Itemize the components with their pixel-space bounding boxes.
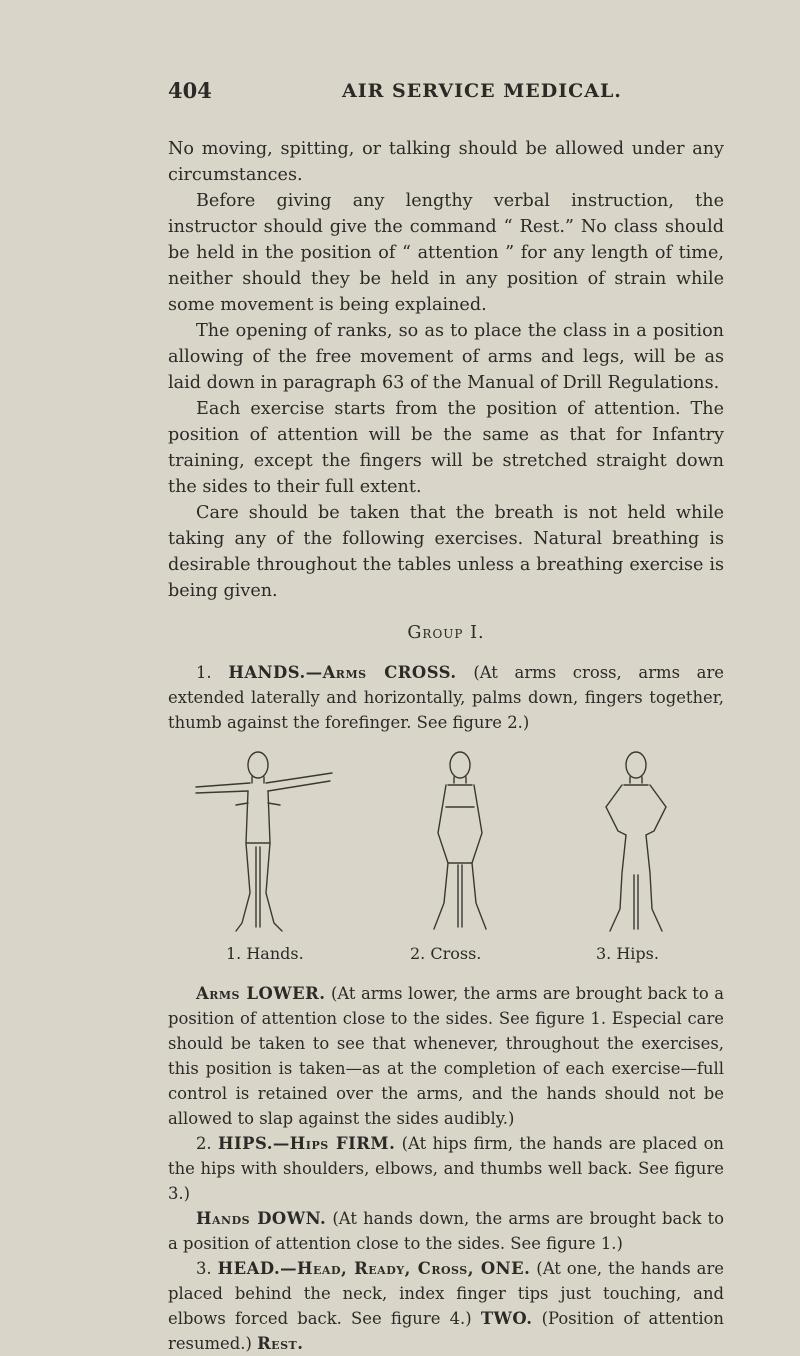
exercise-3-text: (At one, the hands are placed behind the neck, index finger tips just touching, and elbows forced back. See figure 4.)	[168, 1259, 724, 1328]
exercise-3-command-two: TWO.	[480, 1309, 533, 1328]
figure-hips	[566, 743, 706, 963]
exercise-1-number: 1.	[196, 663, 229, 682]
exercise-1-command: HANDS.—Arms CROSS.	[228, 663, 457, 682]
figure-hands-caption: 1. Hands.	[226, 944, 304, 963]
figure-hands	[192, 743, 362, 963]
exercise-3-paragraph	[168, 1256, 724, 1356]
intro-paragraph-4: Each exercise starts from the position of attention. The position of attention will be the same as that for Infantry training, except the fingers will be stretched straight down the sides to their full extent.	[168, 399, 724, 497]
exercise-2-command: HIPS.—Hips FIRM.	[217, 1134, 396, 1153]
group-heading: Group I.	[407, 623, 485, 643]
intro-paragraph-1: No moving, spitting, or talking should be allowed under any circumstances.	[168, 139, 724, 185]
hands-down-text: (At hands down, the arms are brought back to a position of attention close to the sides. See figure 1.)	[168, 1209, 724, 1253]
intro-paragraph-5: Care should be taken that the breath is not held while taking any of the following exercises. Natural breathing is desirable throughout the tables unless a breathing exercise is being given.	[168, 503, 724, 601]
exercise-2-paragraph	[168, 1131, 724, 1206]
exercise-2-number: 2.	[196, 1134, 218, 1153]
exercise-3-command-rest: Rest.	[257, 1334, 304, 1353]
intro-paragraph-3: The opening of ranks, so as to place the class in a position allowing of the free movement of arms and legs, will be as laid down in paragraph 63 of the Manual of Drill Regulations.	[168, 321, 724, 393]
figure-cross-caption: 2. Cross.	[410, 944, 482, 963]
hands-down-paragraph	[168, 1206, 724, 1256]
running-title: AIR SERVICE MEDICAL.	[342, 80, 622, 102]
exercise-3-text-two: (Position of attention resumed.)	[168, 1309, 724, 1353]
figure-cross-illustration	[390, 743, 530, 938]
figure-hands-illustration	[192, 743, 362, 938]
arms-lower-command: Arms LOWER.	[196, 984, 326, 1003]
exercise-1-paragraph	[168, 660, 724, 735]
page-body	[168, 136, 724, 1356]
figure-row	[168, 743, 724, 963]
figure-hips-illustration	[566, 743, 706, 938]
figure-cross	[390, 743, 530, 963]
page-number: 404	[168, 78, 212, 103]
figure-hips-caption: 3. Hips.	[596, 944, 659, 963]
exercise-3-command: HEAD.—Head, Ready, Cross, ONE.	[217, 1259, 531, 1278]
page-header	[168, 78, 728, 108]
exercise-3-number: 3.	[196, 1259, 218, 1278]
exercise-2-text: (At hips firm, the hands are placed on the hips with shoulders, elbows, and thumbs well back. See figure 3.)	[168, 1134, 724, 1203]
exercise-1-text: (At arms cross, arms are extended laterally and horizontally, palms down, fingers together, thumb against the forefinger. See figure 2.)	[168, 663, 724, 732]
arms-lower-paragraph	[168, 981, 724, 1131]
arms-lower-text: (At arms lower, the arms are brought back to a position of attention close to the sides. See figure 1. Especial care should be taken to see that whenever, throughout the exercises, this position is taken—as at the completion of each exercise—full control is retained over the arms, and the hands should not be allowed to slap against the sides audibly.)	[168, 984, 725, 1128]
hands-down-command: Hands DOWN.	[196, 1209, 327, 1228]
intro-paragraph-2: Before giving any lengthy verbal instruction, the instructor should give the command “ Rest.” No class should be held in the position of “ attention ” for any length of time, neither should they be held in any position of strain while some movement is being explained.	[168, 191, 724, 315]
